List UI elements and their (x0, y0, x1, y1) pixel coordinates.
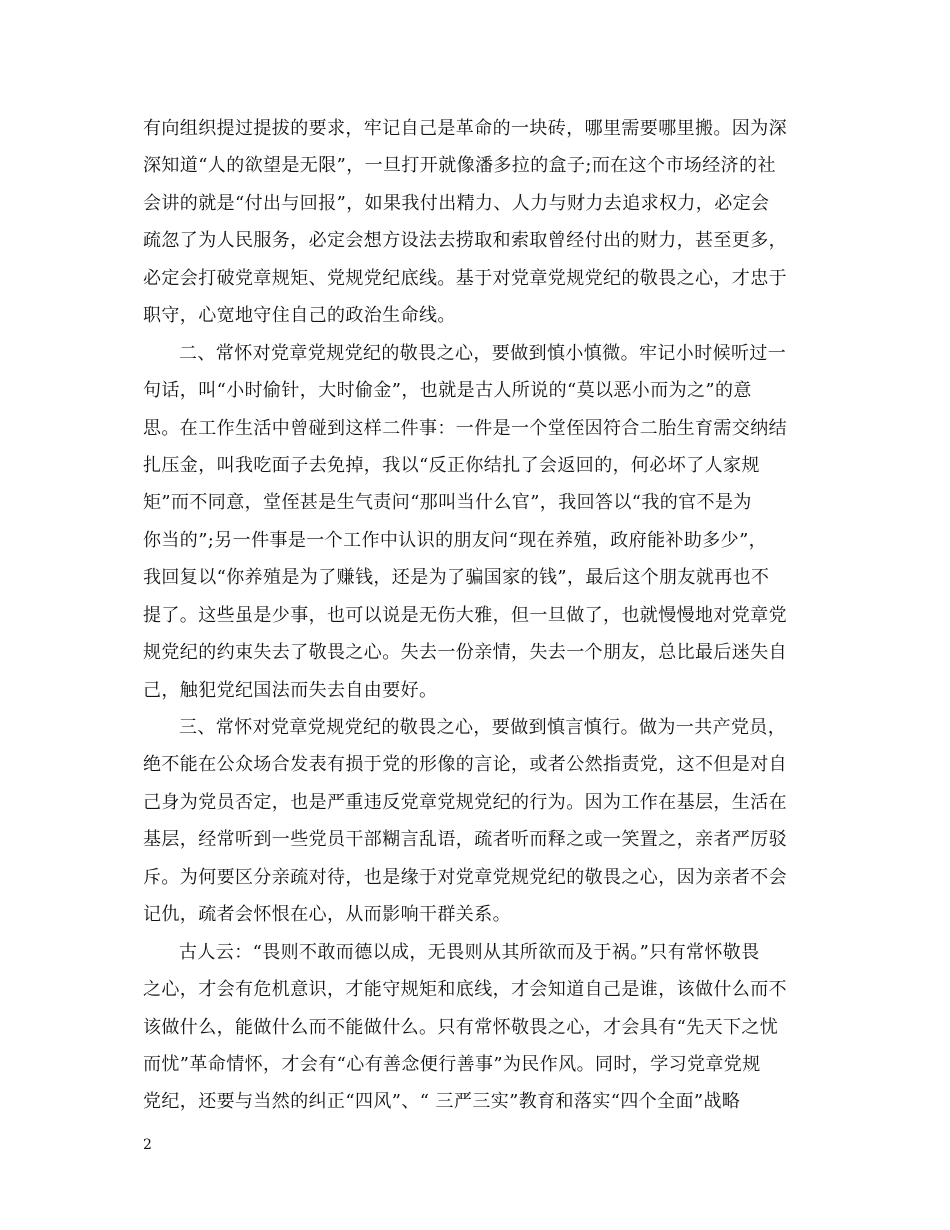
text-line: 思。在工作生活中曾碰到这样二件事：一件是一个堂侄因符合二胎生育需交纳结 (143, 417, 787, 439)
text-line: 必定会打破党章规矩、党规党纪底线。基于对党章党规党纪的敬畏之心，才忠于 (143, 267, 787, 289)
text-line: 己身为党员否定，也是严重违反党章党规党纪的行为。因为工作在基层，生活在 (143, 791, 787, 813)
text-line: 疏忽了为人民服务，必定会想方设法去捞取和索取曾经付出的财力，甚至更多， (143, 230, 787, 252)
text-line: 该做什么，能做什么而不能做什么。只有常怀敬畏之心，才会具有“先天下之忧 (143, 1016, 779, 1038)
document-body (143, 110, 805, 1121)
text-line: 提了。这些虽是少事，也可以说是无伤大雅，但一旦做了，也就慢慢地对党章党 (143, 604, 787, 626)
text-line: 句话，叫“小时偷针，大时偷金”，也就是古人所说的“莫以恶小而为之”的意 (143, 380, 752, 402)
text-line: 三、常怀对党章党规党纪的敬畏之心，要做到慎言慎行。做为一共产党员， (179, 717, 787, 738)
text-line: 职守，心宽地守住自己的政治生命线。 (143, 305, 456, 327)
text-line: 己，触犯党纪国法而失去自由要好。 (143, 679, 438, 701)
text-line: 你当的”;另一件事是一个工作中认识的朋友问“现在养殖，政府能补助多少”， (143, 529, 768, 551)
text-line: 而忧”革命情怀，才会有“心有善念便行善事”为民作风。同时，学习党章党规 (143, 1053, 761, 1075)
text-line: 二、常怀对党章党规党纪的敬畏之心，要做到慎小慎微。牢记小时候听过一 (179, 342, 787, 364)
text-line: 深知道“人的欲望是无限”，一旦打开就像潘多拉的盒子;而在这个市场经济的社 (143, 155, 776, 177)
text-line: 基层，经常听到一些党员干部糊言乱语，疏者听而释之或一笑置之，亲者严厉驳 (143, 829, 787, 851)
text-line: 之心，才会有危机意识，才能守规矩和底线，才会知道自己是谁，该做什么而不 (143, 979, 787, 1001)
text-line: 有向组织提过提拔的要求，牢记自己是革命的一块砖，哪里需要哪里搬。因为深 (143, 118, 787, 139)
text-line: 我回复以“你养殖是为了赚钱，还是为了骗国家的钱”，最后这个朋友就再也不 (143, 567, 770, 589)
text-line: 记仇，疏者会怀恨在心，从而影响干群关系。 (143, 904, 511, 926)
page-number: 2 (143, 1137, 152, 1153)
text-line: 规党纪的约束失去了敬畏之心。失去一份亲情，失去一个朋友，总比最后迷失自 (143, 642, 787, 664)
text-line: 古人云：“畏则不敢而德以成，无畏则从其所欲而及于祸。”只有常怀敬畏 (179, 941, 760, 963)
text-line: 矩”而不同意，堂侄甚是生气责问“那叫当什么官”，我回答以“我的官不是为 (143, 492, 752, 514)
text-line: 斥。为何要区分亲疏对待，也是缘于对党章党规党纪的敬畏之心，因为亲者不会 (143, 866, 787, 888)
text-line: 党纪，还要与当然的纠正“四风”、“ 三严三实”教育和落实“四个全面”战略 (143, 1091, 741, 1113)
text-line: 会讲的就是“付出与回报”，如果我付出精力、人力与财力去追求权力，必定会 (143, 192, 770, 214)
text-line: 绝不能在公众场合发表有损于党的形像的言论，或者公然指责党，这不但是对自 (143, 754, 787, 776)
text-line: 扎压金，叫我吃面子去免掉，我以“反正你结扎了会返回的，何必坏了人家规 (143, 454, 760, 476)
